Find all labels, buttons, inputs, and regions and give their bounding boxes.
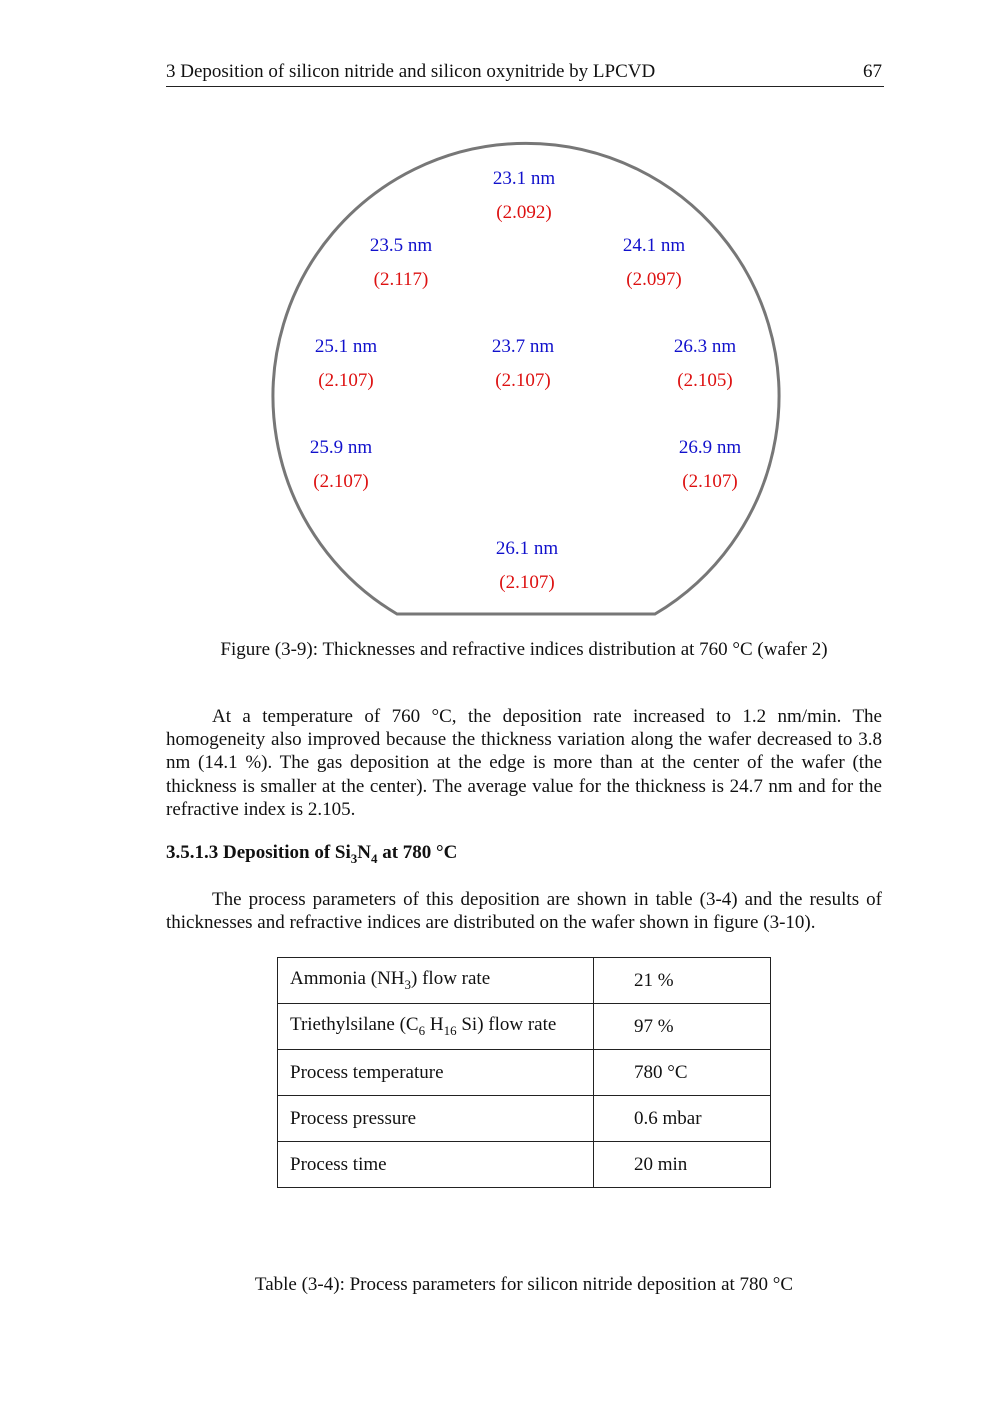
site-lower-left (271, 431, 411, 499)
wafer-figure (0, 0, 1000, 640)
site-mid-right (635, 330, 775, 398)
table-cell-parameter: Ammonia $(NH_3)$ flow rate (278, 958, 594, 1004)
site-top (454, 162, 594, 230)
site-refractive-index: (2.092) (496, 202, 552, 223)
process-parameters-table (277, 957, 771, 1188)
table-caption: Table (3-4): Process parameters for silicon nitride deposition at 780 °C (254, 1274, 794, 1295)
figure-caption: Figure (3-9): Thicknesses and refractive indices distribution at 760 °C (wafer 2) (220, 639, 828, 660)
site-thickness: 26.9 nm (678, 437, 742, 458)
heading-text: 3.5.1.3 Deposition of Si (166, 842, 351, 863)
table-row (278, 1142, 771, 1188)
site-lower-right (640, 431, 780, 499)
table-cell-value: 0.6 mbar (594, 1096, 771, 1142)
site-thickness: 23.5 nm (369, 235, 433, 256)
site-thickness: 25.1 nm (314, 336, 378, 357)
table-cell-parameter: Process temperature (278, 1050, 594, 1096)
body-paragraph: At a temperature of 760 °C, the deposition rate increased to 1.2 nm/min. The homogeneity also improved because the thickness variation along the wafer decreased to 3.8 nm (14.1 %). The gas deposition at the edge is more than at the center of the wafer (the thickness is smaller at the center). The average value for the thickness is 24.7 nm and for the refractive index is 2.105. (166, 706, 882, 820)
site-thickness: 26.3 nm (673, 336, 737, 357)
table-cell-parameter: Process pressure (278, 1096, 594, 1142)
site-thickness: 25.9 nm (309, 437, 373, 458)
site-refractive-index: (2.107) (313, 471, 369, 492)
site-thickness: 26.1 nm (495, 538, 559, 559)
site-upper-right (584, 229, 724, 297)
table-cell-value: 97 % (594, 1004, 771, 1050)
site-refractive-index: (2.107) (318, 370, 374, 391)
site-refractive-index: (2.107) (495, 370, 551, 391)
site-refractive-index: (2.105) (677, 370, 733, 391)
site-thickness: 23.7 nm (491, 336, 555, 357)
site-upper-left (331, 229, 471, 297)
site-thickness: 23.1 nm (492, 168, 556, 189)
heading-subscript: 4 (370, 850, 378, 866)
site-refractive-index: (2.107) (499, 572, 555, 593)
page-number: 67 (863, 61, 882, 82)
site-center (453, 330, 593, 398)
table-cell-value: 20 min (594, 1142, 771, 1188)
site-refractive-index: (2.107) (682, 471, 738, 492)
table-row (278, 1004, 771, 1050)
table-row (278, 1050, 771, 1096)
heading-text: N (357, 842, 371, 863)
heading-text: at 780 °C (377, 842, 458, 863)
table-cell-value: 780 °C (594, 1050, 771, 1096)
heading-subscript: 3 (350, 850, 358, 866)
site-thickness: 24.1 nm (622, 235, 686, 256)
table-cell-parameter: Triethylsilane ($C_6$ $H_{16}$ Si) flow rate (278, 1004, 594, 1050)
table-cell-value: 21 % (594, 958, 771, 1004)
site-bottom (457, 532, 597, 600)
body-paragraph: The process parameters of this deposition are shown in table (3-4) and the results of thicknesses and refractive indices are distributed on the wafer shown in figure (3-10). (166, 889, 882, 934)
section-heading (166, 841, 457, 871)
site-refractive-index: (2.117) (373, 269, 429, 290)
table-cell-parameter: Process time (278, 1142, 594, 1188)
running-title: 3 Deposition of silicon nitride and silicon oxynitride by LPCVD (166, 61, 656, 82)
site-mid-left (276, 330, 416, 398)
table-row (278, 1096, 771, 1142)
site-refractive-index: (2.097) (626, 269, 682, 290)
table-row (278, 958, 771, 1004)
